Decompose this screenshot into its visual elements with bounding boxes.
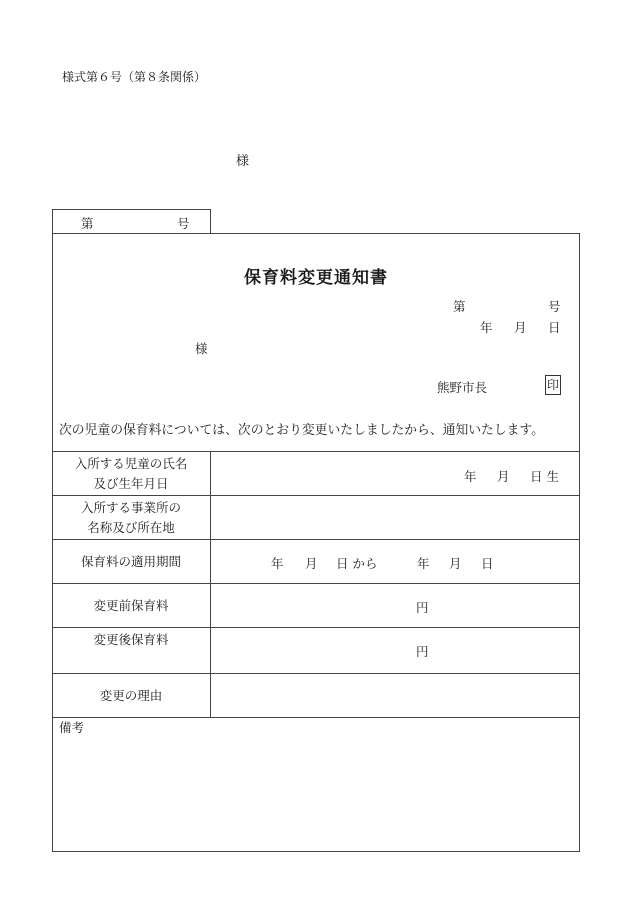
period-label: 保育料の適用期間	[52, 540, 211, 584]
child-label-line1: 入所する児童の氏名	[74, 455, 188, 471]
period-from-year: 年	[271, 556, 284, 571]
table-row-child	[52, 452, 580, 496]
before-fee-label: 変更前保育料	[52, 584, 211, 628]
table-row-facility	[52, 496, 580, 540]
child-value	[211, 452, 581, 496]
recipient-honorific: 様	[195, 341, 208, 356]
page-title: 保育料変更通知書	[244, 268, 388, 288]
period-to-day: 日	[481, 556, 494, 571]
child-label-line2: 及び生年月日	[93, 475, 169, 491]
after-fee-label: 変更後保育料	[52, 628, 211, 674]
reason-label: 変更の理由	[52, 674, 211, 718]
facility-label-line2: 名称及び所在地	[87, 519, 175, 535]
period-value	[211, 540, 581, 584]
issue-day: 日	[548, 320, 561, 335]
form-number-label: 様式第６号（第８条関係）	[62, 70, 207, 84]
issue-year: 年	[480, 320, 493, 335]
reason-value	[211, 674, 581, 718]
birth-month: 月	[497, 469, 510, 484]
table-row-remarks-divider	[52, 718, 580, 719]
table-row-before-fee	[52, 584, 580, 628]
issue-go: 号	[548, 299, 561, 314]
after-fee-value	[211, 628, 581, 674]
intro-text: 次の児童の保育料については、次のとおり変更いたしましたから、通知いたします。	[59, 423, 545, 438]
details-table	[52, 451, 580, 718]
issuer-name: 熊野市長	[437, 380, 488, 395]
child-label	[52, 452, 211, 496]
remarks-label: 備考	[59, 720, 85, 735]
seal-mark: 印	[545, 375, 561, 395]
period-to-year: 年	[417, 556, 430, 571]
issue-month: 月	[514, 320, 527, 335]
before-fee-value	[211, 584, 581, 628]
period-to-month: 月	[449, 556, 462, 571]
facility-label	[52, 496, 211, 540]
before-fee-yen: 円	[416, 600, 429, 615]
addressee-honorific: 様	[236, 154, 250, 169]
birth-year: 年	[464, 469, 477, 484]
number-go: 号	[177, 216, 190, 231]
period-from-month: 月	[305, 556, 318, 571]
issue-dai: 第	[453, 299, 466, 314]
remarks-divider	[52, 718, 580, 719]
table-row-period	[52, 540, 580, 584]
after-fee-yen: 円	[416, 644, 429, 659]
birth-day: 日 生	[530, 469, 559, 484]
facility-value	[211, 496, 581, 540]
period-from-day: 日 から	[336, 556, 378, 571]
table-row-after-fee	[52, 628, 580, 674]
document-number-box	[52, 209, 211, 233]
table-row-reason	[52, 674, 580, 718]
number-dai: 第	[81, 216, 94, 231]
facility-label-line1: 入所する事業所の	[80, 499, 181, 515]
